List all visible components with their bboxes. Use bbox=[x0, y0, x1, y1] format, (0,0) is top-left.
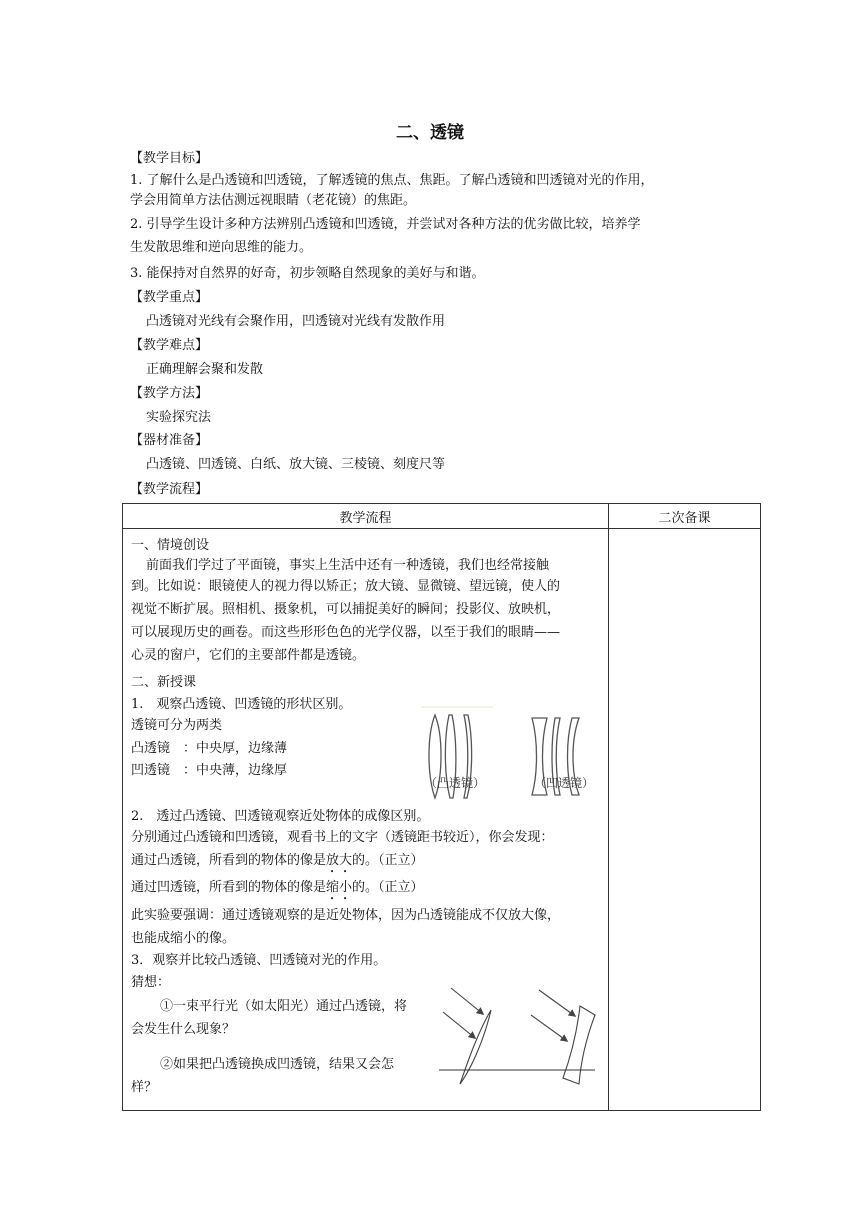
intro-line: 前面我们学过了平面镜，事实上生活中还有一种透镜，我们也经常接触 bbox=[146, 558, 550, 573]
item-2-desc: 分别通过凸透镜和凹透镜，观看书上的文字（透镜距书较近），你会发现： bbox=[131, 830, 554, 845]
emphasis-line: 此实验要强调：通过透镜观察的是近处物体，因为凸透镜能成不仅放大像， bbox=[131, 908, 561, 923]
methods-text: 实验探究法 bbox=[146, 410, 212, 425]
intro-line: 视觉不断扩展。照相机、摄象机，可以捕捉美好的瞬间；投影仪、放映机， bbox=[131, 602, 561, 617]
objective-line: 3. 能保持对自然界的好奇，初步领略自然现象的美好与和谐。 bbox=[130, 266, 485, 281]
key-points-heading: 【教学重点】 bbox=[130, 290, 209, 305]
objective-line: 学会用简单方法估测远视眼睛（老花镜）的焦距。 bbox=[130, 193, 417, 208]
question-2: 样？ bbox=[131, 1080, 158, 1095]
concave-definition: 凹透镜 ：中央薄，边缘厚 bbox=[131, 763, 288, 778]
emphasis-line: 也能成缩小的像。 bbox=[131, 931, 236, 946]
objective-line: 2. 引导学生设计多种方法辨别凸透镜和凹透镜，并尝试对各种方法的优劣做比较，培养学 bbox=[130, 217, 641, 232]
process-cell bbox=[123, 529, 609, 1111]
light-rays-figure bbox=[437, 984, 607, 1089]
item-3: 3．观察并比较凸透镜、凹透镜对光的作用。 bbox=[131, 953, 387, 968]
lens-types-line: 透镜可分为两类 bbox=[131, 718, 223, 733]
lens-shapes-figure bbox=[407, 680, 607, 825]
equipment-text: 凸透镜、凹透镜、白纸、放大镜、三棱镜、刻度尺等 bbox=[146, 457, 446, 472]
col-header-process: 教学流程 bbox=[123, 504, 609, 529]
objective-line: 生发散思维和逆向思维的能力。 bbox=[130, 240, 313, 255]
methods-heading: 【教学方法】 bbox=[130, 386, 209, 401]
difficulties-text: 正确理解会聚和发散 bbox=[146, 362, 264, 377]
notes-cell bbox=[609, 529, 761, 1111]
concave-label: （凹透镜） bbox=[534, 776, 595, 790]
page-title: 二、透镜 bbox=[396, 123, 464, 143]
intro-line: 可以展现历史的画卷。而这些形形色色的光学仪器，以至于我们的眼睛—— bbox=[131, 625, 561, 640]
intro-line: 到。比如说：眼镜使人的视力得以矫正；放大镜、显微镜、望远镜，使人的 bbox=[131, 579, 561, 594]
question-2: ②如果把凸透镜换成凹透镜，结果又会怎 bbox=[160, 1057, 395, 1072]
section-2-title: 二、新授课 bbox=[131, 675, 197, 690]
section-1-title: 一、情境创设 bbox=[131, 538, 210, 553]
intro-line: 心灵的窗户，它们的主要部件都是透镜。 bbox=[131, 648, 366, 663]
guess-label: 猜想： bbox=[131, 975, 171, 990]
item-2: 2. 透过凸透镜、凹透镜观察近处物体的成像区别。 bbox=[131, 809, 430, 824]
objectives-heading: 【教学目标】 bbox=[130, 151, 209, 166]
question-1: ①一束平行光（如太阳光）通过凸透镜，将 bbox=[160, 999, 408, 1014]
col-header-notes: 二次备课 bbox=[609, 504, 761, 529]
process-table bbox=[122, 503, 761, 1111]
question-1: 会发生什么现象？ bbox=[131, 1022, 236, 1037]
objective-line: 1. 了解什么是凸透镜和凹透镜，了解透镜的焦点、焦距。了解凸透镜和凹透镜对光的作用， bbox=[130, 173, 654, 188]
convex-observation: 通过凸透镜，所看到的物体的像是放大的。（正立） bbox=[131, 853, 424, 868]
item-1: 1. 观察凸透镜、凹透镜的形状区别。 bbox=[131, 697, 352, 712]
convex-label: （凸透镜） bbox=[425, 776, 486, 790]
convex-definition: 凸透镜 ：中央厚，边缘薄 bbox=[131, 741, 288, 756]
process-heading: 【教学流程】 bbox=[130, 482, 209, 497]
concave-observation: 通过凹透镜，所看到的物体的像是缩小的。（正立） bbox=[131, 880, 424, 895]
key-points-text: 凸透镜对光线有会聚作用，凹透镜对光线有发散作用 bbox=[146, 314, 446, 329]
difficulties-heading: 【教学难点】 bbox=[130, 338, 209, 353]
equipment-heading: 【器材准备】 bbox=[130, 433, 209, 448]
